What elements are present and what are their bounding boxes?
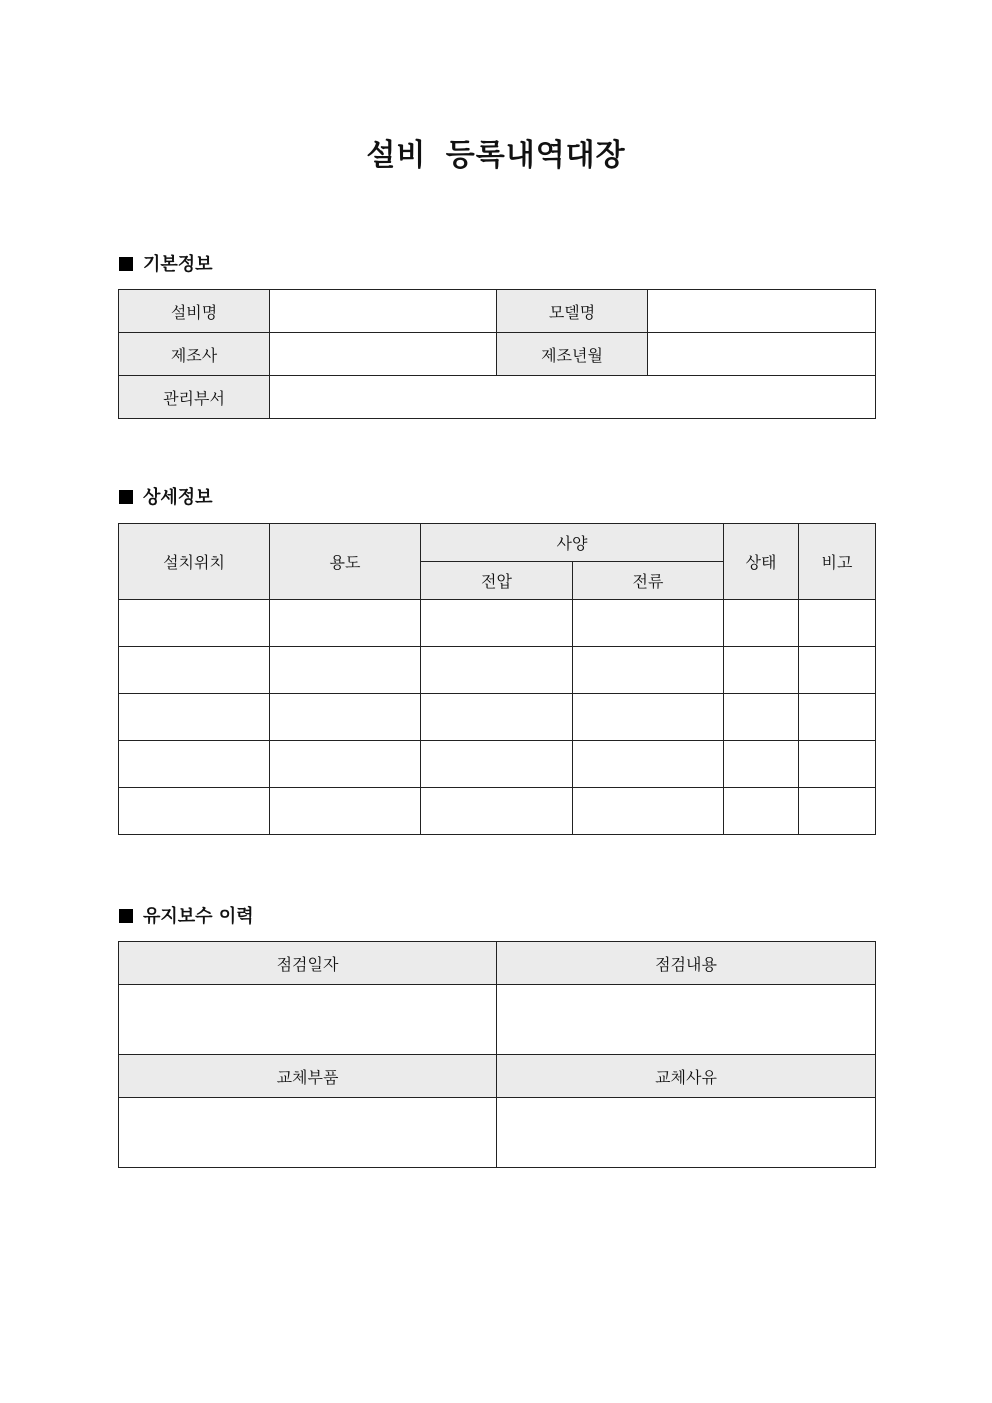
table-row [119,788,876,835]
manufacturer-label: 제조사 [119,333,270,376]
table-row [119,290,876,333]
table-row [119,647,876,694]
voltage-cell[interactable] [421,694,573,741]
table-row [119,741,876,788]
managing-dept-field[interactable] [270,376,876,419]
square-bullet-icon [119,257,133,271]
voltage-cell[interactable] [421,647,573,694]
remarks-header: 비고 [799,524,876,600]
inspection-details-label: 점검내용 [497,942,876,985]
remarks-cell[interactable] [799,600,876,647]
current-cell[interactable] [573,741,724,788]
section-heading-label: 상세정보 [143,487,213,508]
replacement-reason-label: 교체사유 [497,1055,876,1098]
basic-info-table [118,289,876,419]
table-row [119,600,876,647]
status-cell[interactable] [724,647,799,694]
table-row [119,985,876,1055]
usage-cell[interactable] [270,647,421,694]
remarks-cell[interactable] [799,647,876,694]
usage-cell[interactable] [270,694,421,741]
spec-header: 사양 [421,524,724,562]
usage-cell[interactable] [270,600,421,647]
status-cell[interactable] [724,600,799,647]
location-header: 설치위치 [119,524,270,600]
table-header-row [119,942,876,985]
current-cell[interactable] [573,694,724,741]
section-heading-maintenance-history [119,904,254,930]
model-name-field[interactable] [648,290,876,333]
equipment-name-label: 설비명 [119,290,270,333]
manufacture-date-label: 제조년월 [497,333,648,376]
section-heading-detail-info [119,485,213,511]
document-title: 설비 등록내역대장 [366,138,626,173]
voltage-cell[interactable] [421,741,573,788]
equipment-name-field[interactable] [270,290,497,333]
manufacturer-field[interactable] [270,333,497,376]
usage-header: 용도 [270,524,421,600]
replacement-reason-field[interactable] [497,1098,876,1168]
replaced-parts-label: 교체부품 [119,1055,497,1098]
model-name-label: 모델명 [497,290,648,333]
table-row [119,376,876,419]
inspection-date-field[interactable] [119,985,497,1055]
usage-cell[interactable] [270,741,421,788]
voltage-cell[interactable] [421,788,573,835]
location-cell[interactable] [119,694,270,741]
remarks-cell[interactable] [799,694,876,741]
location-cell[interactable] [119,788,270,835]
square-bullet-icon [119,490,133,504]
remarks-cell[interactable] [799,741,876,788]
status-cell[interactable] [724,694,799,741]
maintenance-history-table [118,941,876,1168]
square-bullet-icon [119,909,133,923]
section-heading-basic-info [119,252,213,278]
usage-cell[interactable] [270,788,421,835]
current-cell[interactable] [573,788,724,835]
table-row [119,1098,876,1168]
voltage-header: 전압 [421,562,573,600]
current-cell[interactable] [573,647,724,694]
table-row [119,333,876,376]
status-cell[interactable] [724,788,799,835]
section-heading-label: 유지보수 이력 [143,906,254,927]
voltage-cell[interactable] [421,600,573,647]
status-header: 상태 [724,524,799,600]
location-cell[interactable] [119,741,270,788]
location-cell[interactable] [119,600,270,647]
detail-info-table [118,523,876,835]
table-row [119,694,876,741]
manufacture-date-field[interactable] [648,333,876,376]
current-cell[interactable] [573,600,724,647]
location-cell[interactable] [119,647,270,694]
table-header-row [119,1055,876,1098]
managing-dept-label: 관리부서 [119,376,270,419]
table-header-row [119,524,876,562]
current-header: 전류 [573,562,724,600]
replaced-parts-field[interactable] [119,1098,497,1168]
status-cell[interactable] [724,741,799,788]
inspection-date-label: 점검일자 [119,942,497,985]
section-heading-label: 기본정보 [143,254,213,275]
inspection-details-field[interactable] [497,985,876,1055]
remarks-cell[interactable] [799,788,876,835]
